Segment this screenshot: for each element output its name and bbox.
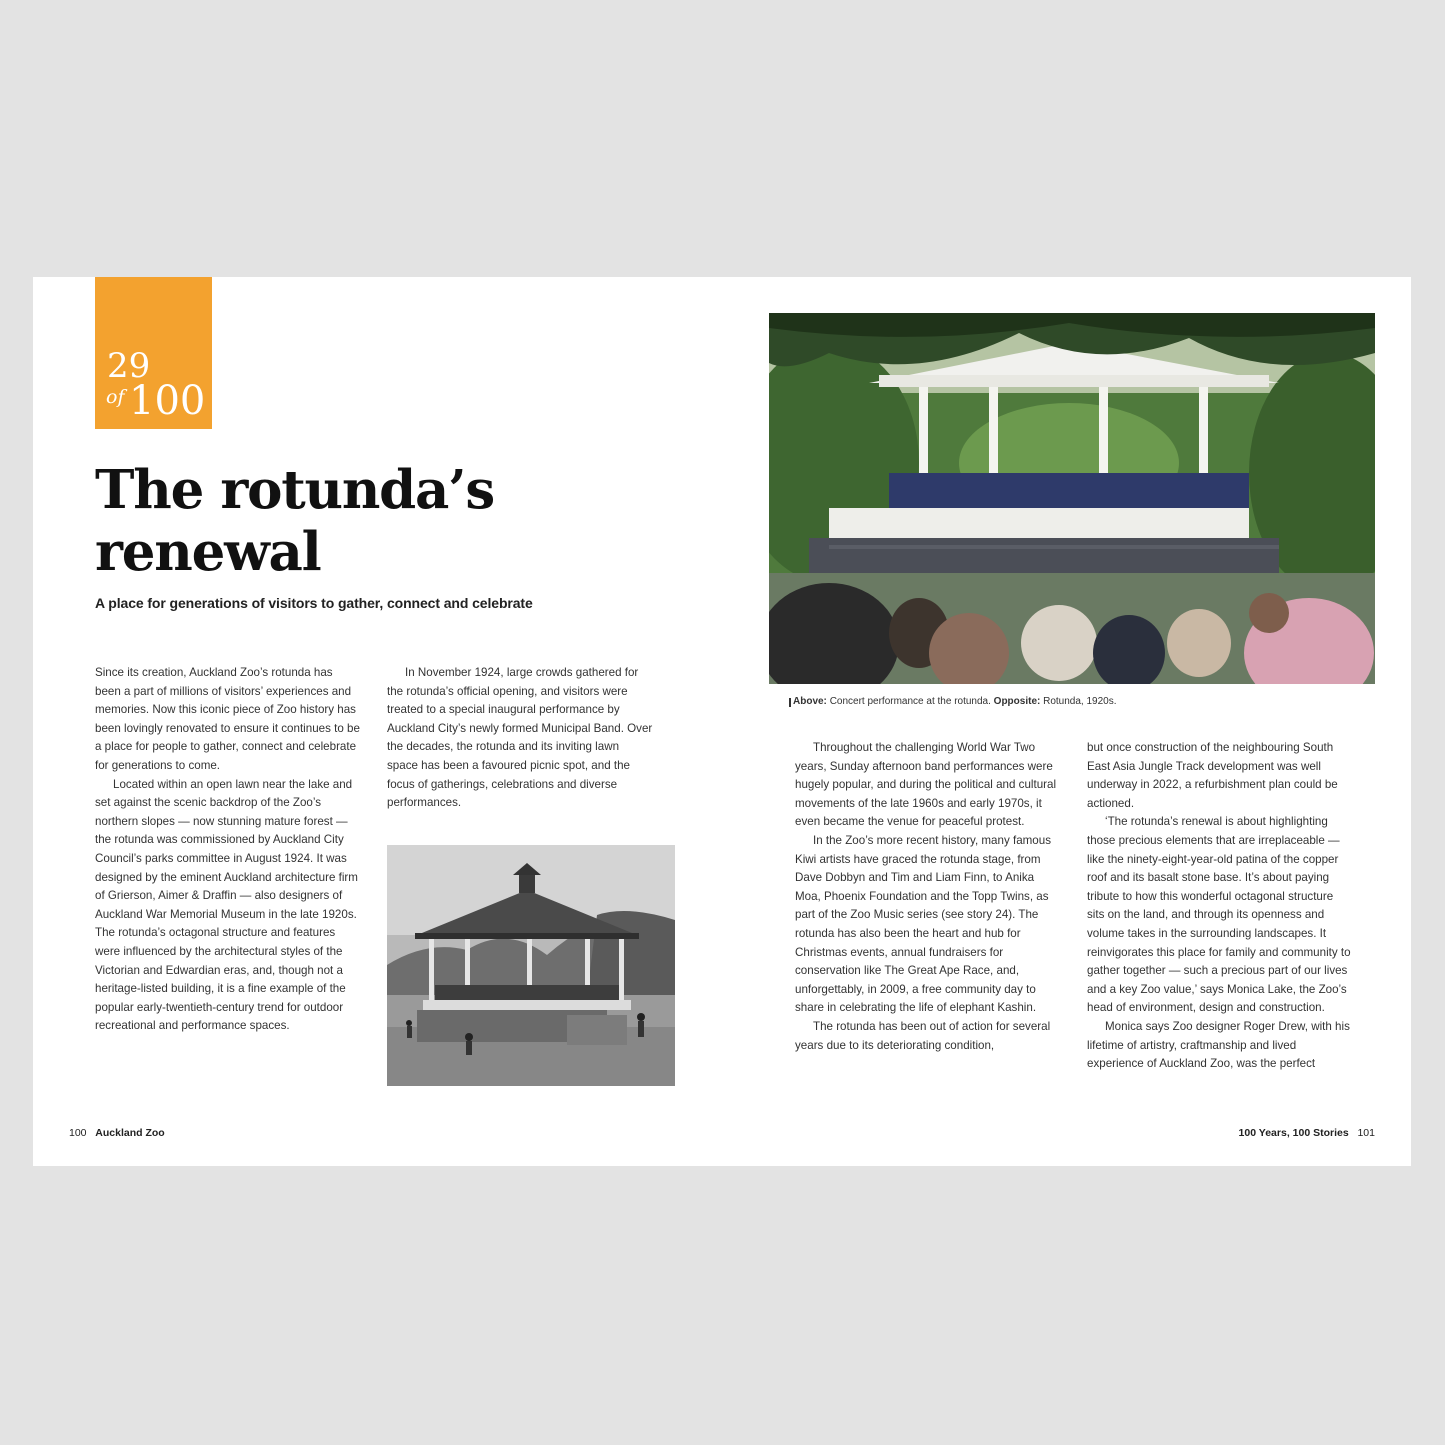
concert-rotunda-photo: [769, 313, 1375, 684]
concert-rotunda-image: [769, 313, 1375, 684]
text-column-3: [795, 739, 1061, 1055]
book-spread: [33, 277, 1411, 1166]
caption-opposite-text: Rotunda, 1920s.: [1043, 696, 1117, 707]
title-line-2: renewal: [95, 521, 321, 583]
column-3-paragraph-3: The rotunda has been out of action for several years due to its deteriorating condition,: [795, 1019, 1051, 1052]
column-3-paragraph-2: In the Zoo’s more recent history, many famous Kiwi artists have graced the rotunda stage, from Dave Dobbyn and Tim and Liam Finn, to Anika Moa, Phoenix Foundation and the Topp Twins, as part of the Zoo Music series (see story 24). The rotunda has also been the heart and hub for Christmas events, annual fundraisers for conservation like The Great Ape Race, and, unforgettably, in 2009, a free community day to share in celebrating the life of elephant Kashin.: [795, 833, 1051, 1015]
title-line-1: The rotunda’s: [95, 459, 495, 521]
text-column-1: [95, 664, 361, 1036]
column-1-paragraph-1: Since its creation, Auckland Zoo’s rotunda has been a part of millions of visitors’ experiences and memories. Now this iconic piece of Zoo history has been lovingly renovated to ensure it continues to be a place for people to gather, connect and celebrate for generations to come.: [95, 666, 360, 772]
text-column-4: [1087, 739, 1353, 1074]
left-page-number: 100: [69, 1127, 87, 1139]
footer-right: [1239, 1127, 1375, 1139]
column-4-paragraph-3: Monica says Zoo designer Roger Drew, with his lifetime of artistry, craftmanship and lived experience of Auckland Zoo, was the perfect: [1087, 1019, 1350, 1071]
caption-opposite-label: Opposite:: [993, 696, 1041, 707]
column-1-paragraph-2: Located within an open lawn near the lake and set against the scenic backdrop of the Zoo’s northern slopes — now stunning mature forest — the rotunda was commissioned by Auckland City Council’s parks committee in August 1924. It was designed by the eminent Auckland architecture firm of Grierson, Aimer & Draffin — also designers of Auckland War Memorial Museum in the late 1920s. The rotunda’s octagonal structure and features were influenced by the architectural styles of the Victorian and Edwardian eras, and, though not a heritage-listed building, it is a fine example of the popular early-twentieth-century trend for outdoor recreational and performance spaces.: [95, 777, 358, 1033]
story-number-badge: [95, 277, 212, 429]
footer-left: [69, 1127, 165, 1139]
page-subtitle: A place for generations of visitors to gather, connect and celebrate: [95, 595, 533, 611]
text-column-2: [387, 664, 653, 813]
badge-total: 100: [129, 378, 206, 424]
caption-above-label: Above:: [793, 696, 827, 707]
column-3-paragraph-1: Throughout the challenging World War Two years, Sunday afternoon band performances were hugely popular, and during the political and cultural movements of the late 1960s and early 1970s, it even became the venue for peaceful protest.: [795, 741, 1057, 829]
badge-number: 29: [107, 346, 151, 386]
historic-rotunda-photo: [387, 845, 675, 1086]
left-running-title: Auckland Zoo: [95, 1127, 165, 1139]
caption-marker: [789, 698, 791, 707]
column-4-paragraph-2: ‘The rotunda’s renewal is about highlighting those precious elements that are irreplaceable — like the ninety-eight-year-old patina of the copper roof and its basalt stone base. It’s about paying tribute to how this wonderful octagonal structure sits on the land, and through its openness and volume takes in the surrounding landscapes. It reinvigorates this place for family and community to gather together — such a precious part of our lives and a key Zoo value,’ says Monica Lake, the Zoo’s head of environment, design and construction.: [1087, 815, 1351, 1015]
badge-of: of: [106, 386, 125, 408]
caption-above-text: Concert performance at the rotunda.: [829, 696, 991, 707]
photo-caption: [793, 696, 1353, 707]
column-2-paragraph-1: In November 1924, large crowds gathered for the rotunda’s official opening, and visitors were treated to a special inaugural performance by Auckland City’s newly formed Municipal Band. Over the decades, the rotunda and its inviting lawn space has been a favoured picnic spot, and the focus of gatherings, celebrations and diverse performances.: [387, 666, 653, 810]
right-running-title: 100 Years, 100 Stories: [1238, 1127, 1349, 1139]
right-page-number: 101: [1357, 1127, 1375, 1139]
historic-rotunda-image: [387, 845, 675, 1086]
column-4-paragraph-1: but once construction of the neighbouring South East Asia Jungle Track development was well underway in 2022, a refurbishment plan could be actioned.: [1087, 741, 1338, 810]
page-title: [95, 459, 515, 583]
